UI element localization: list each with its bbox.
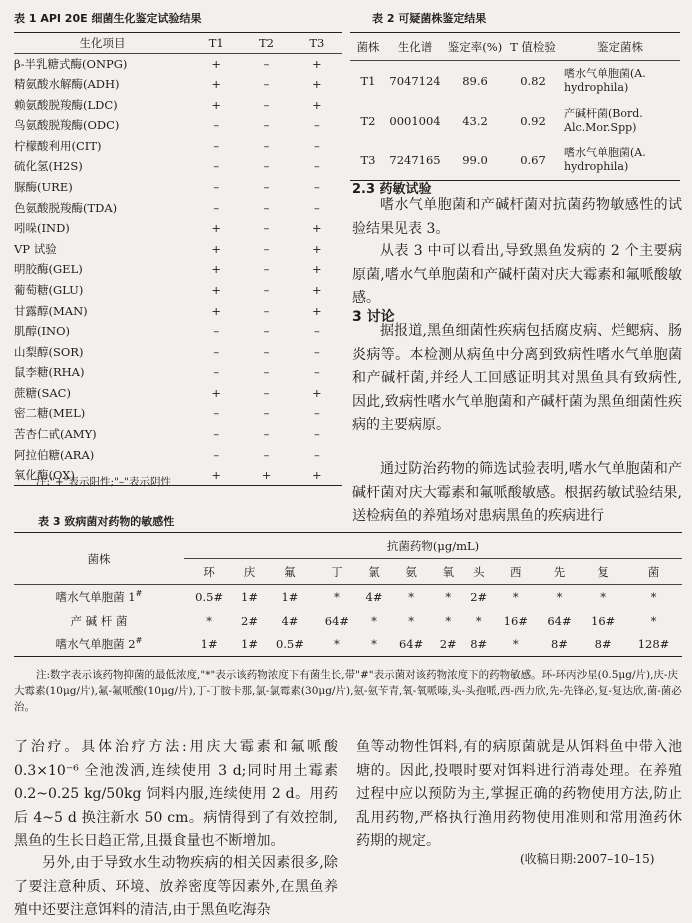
table1-result: – — [213, 118, 220, 133]
table1-result: + — [312, 241, 322, 256]
table1-result: – — [313, 406, 320, 421]
table2-strain: T3 — [360, 153, 376, 168]
table3-value: * — [334, 637, 340, 652]
bottom-left-para-2: 另外,由于导致水生动物疾病的相关因素很多,除了要注意种质、环境、放养密度等因素外,在黑鱼养殖中还要注意饵料的清洁,由于黑鱼吃海杂 — [14, 855, 338, 918]
table1-row — [14, 74, 342, 95]
table1-item: 脲酶(URE) — [14, 179, 73, 194]
table2-strain: T2 — [360, 113, 376, 128]
table1-result: + — [312, 76, 322, 91]
table1-result: + — [312, 282, 322, 297]
table1-row — [14, 238, 342, 259]
table3-value: 1# — [281, 589, 299, 604]
table2-profile: 7047124 — [389, 73, 441, 88]
table3-drug-header: 西 — [510, 564, 522, 579]
table1-result: – — [263, 200, 270, 215]
table2-row — [350, 101, 680, 141]
table1-item: 色氨酸脱羧酶(TDA) — [14, 200, 118, 215]
table2-row — [350, 141, 680, 181]
table1-row — [14, 259, 342, 280]
table1-result: – — [213, 447, 220, 462]
table1-result: – — [263, 241, 270, 256]
table3-value: * — [650, 589, 657, 604]
table2-strain: T1 — [360, 73, 376, 88]
table1-result: – — [263, 159, 270, 174]
table3-strain-name: 产 碱 杆 菌 — [70, 613, 128, 628]
table1-result: + — [211, 282, 222, 297]
table1-result: – — [213, 406, 220, 421]
table1-row — [14, 218, 342, 239]
table1-result: + — [211, 241, 222, 256]
table3-value: 2# — [439, 637, 457, 652]
table1-result: – — [263, 262, 270, 277]
table3 — [14, 532, 682, 657]
table3-strain — [14, 609, 184, 633]
table3-value: * — [334, 589, 340, 604]
table1-result: – — [263, 138, 270, 153]
table1-result: – — [213, 200, 220, 215]
table3-value: * — [445, 589, 452, 604]
table1-item: 精氨酸水解酶(ADH) — [14, 76, 120, 91]
table1-item: 鸟氨酸脱羧酶(ODC) — [14, 118, 120, 133]
table1-item: 明胶酶(GEL) — [14, 262, 83, 277]
table1-result: – — [263, 324, 270, 339]
table3-value: * — [475, 613, 482, 628]
table1-item: 葡萄糖(GLU) — [14, 282, 84, 297]
table1-result: – — [263, 97, 270, 112]
table3-value: 1# — [200, 637, 218, 652]
table1-result: – — [213, 344, 220, 359]
table1-result: – — [313, 159, 320, 174]
table1-result: – — [213, 159, 220, 174]
table1-item: 肌醇(INO) — [14, 324, 71, 339]
table3-value: 64# — [398, 637, 424, 652]
table2-rate: 89.6 — [462, 73, 488, 88]
table3-strain — [14, 633, 184, 657]
table2-name: 嗜水气单胞菌(A. hydrophila) — [564, 66, 646, 94]
table1-result: + — [312, 262, 322, 277]
table2-rate: 99.0 — [462, 153, 488, 168]
table1-result: + — [211, 97, 222, 112]
table2-t: 0.92 — [520, 113, 546, 128]
table2-name: 产碱杆菌(Bord. Alc.Mor.Spp) — [564, 106, 643, 134]
table1-result: + — [211, 221, 222, 236]
table1-item: 氧化酶(OX) — [14, 468, 75, 483]
table1-result: – — [213, 138, 220, 153]
table2-name: 嗜水气单胞菌(A. hydrophila) — [564, 146, 646, 174]
table1-result: – — [213, 365, 220, 380]
table3-row — [14, 585, 682, 609]
table1-header: T3 — [309, 35, 325, 50]
table1-row — [14, 115, 342, 136]
table3-value: 64# — [547, 613, 572, 628]
table3-drug-header: 环 — [203, 564, 215, 579]
table3-value: * — [556, 589, 563, 604]
table1-caption: 表 1 API 20E 细菌生化鉴定试验结果 — [14, 12, 202, 25]
table1-row — [14, 362, 342, 383]
table3-strain-mark: # — [135, 588, 143, 598]
table3-value: 4# — [281, 613, 299, 628]
table1-item: 硫化氢(H2S) — [14, 159, 83, 174]
table2-row — [350, 61, 680, 101]
table1-item: 鼠李糖(RHA) — [14, 365, 85, 380]
table1-row — [14, 321, 342, 342]
table1-row — [14, 53, 342, 74]
table1-result: – — [313, 427, 320, 442]
table3-drug-header: 丁 — [331, 564, 343, 579]
table3-value: * — [600, 589, 607, 604]
table3-drug-header: 复 — [597, 564, 609, 579]
table2-header: 鉴定率(%) — [447, 39, 503, 54]
table3-value: 1# — [241, 637, 258, 652]
table1-result: + — [312, 56, 322, 71]
table2-profile: 7247165 — [389, 153, 441, 168]
table3-row — [14, 609, 682, 633]
received-date: (收稿日期:2007–10–15) — [520, 852, 655, 866]
table1-result: – — [263, 365, 270, 380]
table3-value: 2# — [470, 589, 488, 604]
table1-result: – — [313, 118, 320, 133]
table1-result: + — [211, 303, 222, 318]
table1-row — [14, 94, 342, 115]
table1-result: + — [211, 56, 222, 71]
table3-drug-header: 菌 — [647, 564, 660, 579]
section-3-para-2: 通过防治药物的筛选试验表明,嗜水气单胞菌和产碱杆菌对庆大霉素和氟哌酸敏感。根据药敏试验结果,送检病鱼的养殖场对患病黑鱼的疾病进行 — [352, 461, 682, 524]
table1-result: + — [312, 97, 322, 112]
table1-item: β-半乳糖式酶(ONPG) — [14, 56, 128, 71]
table2-t: 0.82 — [520, 73, 546, 88]
table1-row — [14, 383, 342, 404]
table1-result: – — [263, 406, 270, 421]
table3-note: 注:数字表示该药物抑菌的最低浓度,"*"表示该药物浓度下有菌生长,带"#"表示菌对该药物浓度下的药物敏感。环-环丙沙星(0.5μg/片),庆-庆大霉素(10μg/片),氟-氟哌酸(10μg/片),丁-丁胺卡那,氯-氯霉素(30μg/片),氨-氨苄青,氧-氧哌嗪,头-头孢哌,西-西力欣,先-先锋必,复-复达欣,菌-菌必治。 — [14, 669, 682, 713]
table1-result: – — [263, 344, 270, 359]
table1-result: – — [263, 303, 270, 318]
table1-item: 蔗糖(SAC) — [14, 385, 71, 400]
section-3-heading: 3 讨论 — [352, 309, 395, 325]
table2-header: T 值检验 — [510, 39, 556, 54]
table1-result: – — [313, 447, 320, 462]
table1-result: – — [263, 56, 270, 71]
table3-value: 4# — [365, 589, 383, 604]
table3-value: * — [650, 613, 657, 628]
table3-caption: 表 3 致病菌对药物的敏感性 — [38, 515, 175, 528]
table3-drug-header: 氧 — [442, 564, 454, 579]
table1-item: 阿拉伯糖(ARA) — [14, 447, 95, 462]
table3-drug-header: 先 — [553, 564, 566, 579]
table3-value: 16# — [503, 613, 528, 628]
table3-value: * — [512, 589, 519, 604]
table3-value: 8# — [470, 637, 488, 652]
table1-result: – — [263, 221, 270, 236]
table3-strain-mark: # — [135, 636, 143, 646]
table2-header: 鉴定菌株 — [597, 39, 643, 54]
table1-result: + — [312, 385, 322, 400]
table3-strain — [14, 585, 184, 609]
table1-result: – — [263, 427, 270, 442]
table1-result: – — [263, 76, 270, 91]
table1-item: 密二糖(MEL) — [14, 406, 86, 421]
table2 — [350, 32, 680, 181]
table3-value: * — [371, 637, 377, 652]
table1-result: – — [213, 179, 220, 194]
table1-result: – — [263, 118, 270, 133]
table1-result: – — [313, 365, 320, 380]
table1-result: + — [312, 468, 322, 483]
table3-value: 128# — [637, 637, 670, 652]
table1-row — [14, 300, 342, 321]
table2-profile: 0001004 — [389, 113, 441, 128]
bottom-right-para-1: 鱼等动物性饵料,有的病原菌就是从饵料鱼中带入池塘的。因此,投喂时要对饵料进行消毒处理。在养殖过程中应以预防为主,掌握正确的药物使用方法,防止乱用药物,严格执行渔用药物使用准则和常用渔药休药期的规定。 — [356, 739, 682, 849]
table1-header: T2 — [259, 35, 275, 50]
table1-header: T1 — [208, 35, 224, 50]
table1-result: + — [312, 303, 322, 318]
table3-drug-group-header: 抗菌药物(μg/mL) — [184, 533, 682, 559]
table1-result: – — [263, 282, 270, 297]
bottom-left-para-1: 了治疗。具体治疗方法:用庆大霉素和氟哌酸 0.3×10⁻⁶ 全池泼洒,连续使用 3 d;同时用土霉素 0.2~0.25 kg/50kg 饲料内服,连续使用 2 d。用药后 4~5 d 换注新水 50 cm。病情得到了有效控制,黑鱼的生长日趋正常,且摄食量也不断增加。 — [14, 739, 338, 849]
table3-value: 0.5# — [195, 589, 224, 604]
table3-strain-name: 嗜水气单胞菌 1 — [55, 589, 136, 604]
table3-value: 2# — [241, 613, 258, 628]
table3-value: 8# — [594, 637, 612, 652]
table1-result: – — [263, 447, 270, 462]
table3-drug-header: 庆 — [243, 564, 256, 579]
table1-result: – — [313, 138, 320, 153]
table1-item: 苦杏仁甙(AMY) — [14, 427, 97, 442]
table1-result: – — [213, 427, 220, 442]
table3-value: * — [445, 613, 452, 628]
table2-caption: 表 2 可疑菌株鉴定结果 — [372, 12, 487, 25]
table1-row — [14, 444, 342, 465]
table1-row — [14, 197, 342, 218]
table3-value: * — [408, 589, 414, 604]
table1-result: – — [313, 344, 320, 359]
table2-header: 菌株 — [356, 39, 380, 54]
section-2-3-para-2: 从表 3 中可以看出,导致黑鱼发病的 2 个主要病原菌,嗜水气单胞菌和产碱杆菌对庆大霉素和氟哌酸敏感。 — [352, 243, 682, 306]
table1-row — [14, 424, 342, 445]
table3-value: 1# — [241, 589, 258, 604]
table1-note: 注:"+"表示阳性;"–"表示阴性 — [36, 476, 171, 488]
table1-result: + — [211, 262, 222, 277]
table3-value: 0.5# — [275, 637, 304, 652]
table3-drug-header: 氟 — [284, 564, 296, 579]
table3-strain-header: 菌株 — [14, 533, 184, 585]
table1-result: + — [261, 468, 272, 483]
table1-row — [14, 156, 342, 177]
table3-strain-name: 嗜水气单胞菌 2 — [55, 637, 136, 652]
table1-result: – — [213, 324, 220, 339]
table1-item: VP 试验 — [14, 241, 57, 256]
table1-item: 柠檬酸利用(CIT) — [14, 138, 102, 153]
table1-row — [14, 177, 342, 198]
table3-drug-header: 氨 — [405, 564, 417, 579]
table3-value: * — [371, 613, 377, 628]
table1-item: 山梨醇(SOR) — [14, 344, 84, 359]
table2-header: 生化谱 — [397, 39, 433, 54]
table2-rate: 43.2 — [462, 113, 488, 128]
table1 — [14, 32, 342, 486]
table1-header: 生化项目 — [79, 35, 126, 50]
table1-result: + — [211, 76, 222, 91]
table1-result: – — [313, 179, 320, 194]
table1-row — [14, 135, 342, 156]
table2-t: 0.67 — [520, 153, 546, 168]
table1-result: – — [313, 324, 320, 339]
table1-result: – — [263, 385, 270, 400]
table1-result: + — [211, 385, 222, 400]
table3-value: * — [408, 613, 414, 628]
table1-item: 吲哚(IND) — [14, 221, 70, 236]
table1-row — [14, 341, 342, 362]
section-2-3-para-1: 嗜水气单胞菌和产碱杆菌对抗菌药物敏感性的试验结果见表 3。 — [352, 197, 682, 237]
table1-item: 甘露醇(MAN) — [14, 303, 88, 318]
section-2-3-heading: 2.3 药敏试验 — [352, 182, 432, 197]
table3-value: 64# — [324, 613, 350, 628]
table1-row — [14, 403, 342, 424]
table3-value: * — [206, 613, 213, 628]
table3-drug-header: 头 — [472, 564, 485, 579]
table3-row — [14, 633, 682, 657]
table1-result: + — [211, 468, 222, 483]
table1-result: – — [263, 179, 270, 194]
section-3-para-1: 据报道,黑鱼细菌性疾病包括腐皮病、烂鳃病、肠炎病等。本检测从病鱼中分离到致病性嗜水气单胞菌和产碱杆菌,并经人工回感证明其对黑鱼具有致病性,因此,致病性嗜水气单胞菌和产碱杆菌为黑鱼细菌性疾病的主要病原。 — [352, 323, 682, 433]
table1-row — [14, 280, 342, 301]
table3-drug-header: 氯 — [368, 564, 380, 579]
table3-value: * — [512, 637, 519, 652]
table1-result: + — [312, 221, 322, 236]
table3-value: 8# — [550, 637, 568, 652]
table1-item: 赖氨酸脱羧酶(LDC) — [14, 97, 118, 112]
table1-result: – — [313, 200, 320, 215]
table3-value: 16# — [591, 613, 616, 628]
table1-body — [14, 53, 342, 485]
